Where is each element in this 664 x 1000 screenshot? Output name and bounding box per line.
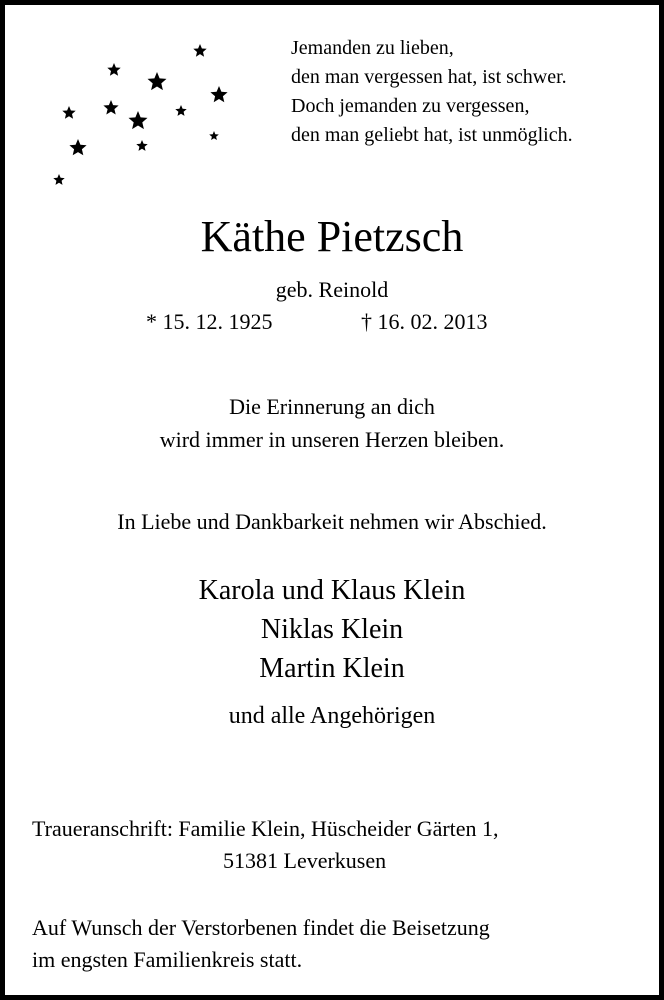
deceased-name: Käthe Pietzsch: [200, 212, 464, 261]
birth-date: * 15. 12. 1925: [146, 309, 273, 334]
mourner-names: Karola und Klaus Klein Niklas Klein Martin Klein: [198, 575, 466, 684]
star-icon: [175, 105, 186, 116]
star-icon: [193, 44, 206, 57]
star-icon: [62, 106, 75, 119]
relatives-text: und alle Angehörigen: [228, 703, 436, 729]
star-icon: [69, 139, 86, 155]
star-icon: [210, 86, 227, 102]
star-icon: [129, 111, 148, 129]
burial-note: Auf Wunsch der Verstorbenen findet die Beisetzung im engsten Familienkreis statt.: [32, 915, 490, 972]
star-icon: [148, 72, 167, 90]
star-icon: [209, 131, 219, 140]
death-date: † 16. 02. 2013: [361, 309, 488, 334]
stars-decoration: [5, 5, 245, 205]
poem: Jemanden zu lieben, den man vergessen hat, ist schwer. Doch jemanden zu vergessen, den man geliebt hat, ist unmöglich.: [291, 37, 573, 146]
star-icon: [53, 174, 64, 185]
memory-text: Die Erinnerung an dich wird immer in unseren Herzen bleiben.: [159, 394, 505, 452]
star-icon: [103, 100, 118, 115]
farewell-text: In Liebe und Dankbarkeit nehmen wir Abschied.: [117, 509, 547, 534]
mourning-address: Traueranschrift: Familie Klein, Hüscheider Gärten 1,: [32, 816, 499, 841]
maiden-name: geb. Reinold: [275, 277, 389, 302]
mourning-address-city: 51381 Leverkusen: [223, 848, 387, 873]
star-icon: [136, 140, 147, 151]
star-icon: [107, 63, 120, 76]
